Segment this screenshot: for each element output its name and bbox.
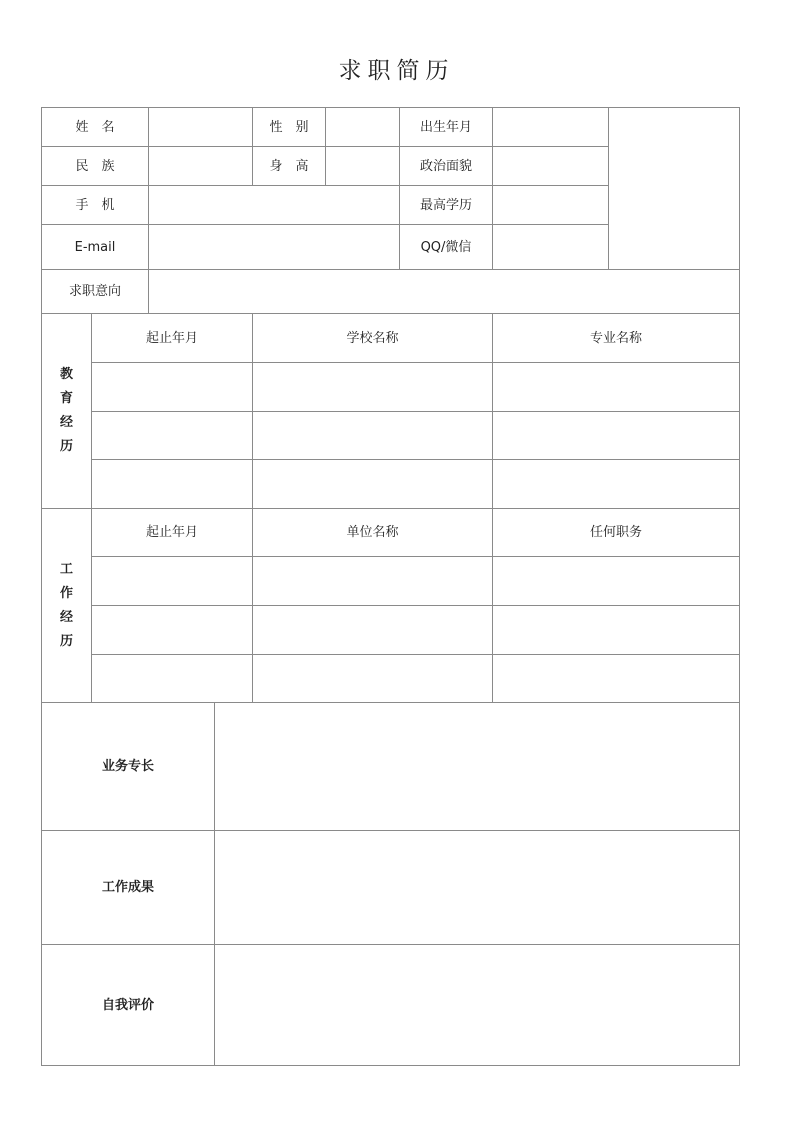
email-field[interactable] (148, 224, 400, 270)
education-row-school-cell[interactable] (252, 411, 493, 460)
work-label-char: 作 (59, 585, 73, 601)
political-status-field[interactable] (492, 146, 609, 186)
self-evaluation-field[interactable] (214, 944, 740, 1066)
self-evaluation-label: 自我评价 (101, 997, 154, 1013)
name-label: 姓 名 (75, 119, 115, 135)
photo-area[interactable] (608, 107, 740, 270)
education-header-major: 专业名称 (589, 330, 642, 346)
skills-field[interactable] (214, 702, 740, 831)
education-row-school-cell[interactable] (252, 459, 493, 509)
work-row-position-cell[interactable] (492, 654, 740, 703)
education-row-period-cell[interactable] (91, 411, 253, 460)
page-title: 求职简历 (338, 58, 455, 84)
education-label-char: 经 (59, 415, 73, 430)
achievements-field[interactable] (214, 830, 740, 945)
education-row-major-cell[interactable] (492, 459, 740, 509)
height-field[interactable] (325, 146, 400, 186)
education-header-school: 学校名称 (346, 330, 399, 346)
highest-education-label: 最高学历 (419, 197, 472, 213)
work-label-char: 工 (59, 561, 73, 577)
birth-date-label: 出生年月 (419, 119, 472, 135)
work-row-position-cell[interactable] (492, 556, 740, 606)
education-label-char: 教 (59, 367, 73, 382)
achievements-label: 工作成果 (101, 880, 154, 895)
work-header-company: 单位名称 (346, 525, 399, 540)
work-row-period-cell[interactable] (91, 556, 253, 606)
education-row-major-cell[interactable] (492, 411, 740, 460)
education-label-char: 育 (59, 391, 73, 406)
job-intent-label: 求职意向 (68, 284, 121, 299)
education-row-period-cell[interactable] (91, 459, 253, 509)
work-label-char: 历 (59, 633, 73, 649)
phone-field[interactable] (148, 185, 400, 225)
name-field[interactable] (148, 107, 253, 147)
email-label: E-mail (74, 239, 116, 255)
qq-wechat-label: QQ/微信 (420, 239, 472, 255)
birth-date-field[interactable] (492, 107, 609, 147)
work-row-company-cell[interactable] (252, 605, 493, 655)
qq-wechat-field[interactable] (492, 224, 609, 270)
skills-label: 业务专长 (101, 759, 154, 774)
work-header-period: 起止年月 (145, 525, 198, 540)
highest-education-field[interactable] (492, 185, 609, 225)
work-section-label (41, 508, 92, 703)
education-row-period-cell[interactable] (91, 362, 253, 412)
education-section-label (41, 313, 92, 509)
gender-label: 性 别 (269, 119, 309, 135)
education-header-period: 起止年月 (145, 330, 198, 346)
political-status-label: 政治面貌 (419, 158, 472, 174)
work-row-position-cell[interactable] (492, 605, 740, 655)
gender-field[interactable] (325, 107, 400, 147)
height-label: 身 高 (269, 158, 309, 174)
ethnicity-field[interactable] (148, 146, 253, 186)
education-row-major-cell[interactable] (492, 362, 740, 412)
work-row-company-cell[interactable] (252, 654, 493, 703)
work-row-period-cell[interactable] (91, 605, 253, 655)
work-row-period-cell[interactable] (91, 654, 253, 703)
work-label-char: 经 (59, 609, 73, 625)
job-intent-field[interactable] (148, 269, 740, 314)
ethnicity-label: 民 族 (75, 158, 115, 174)
education-row-school-cell[interactable] (252, 362, 493, 412)
work-row-company-cell[interactable] (252, 556, 493, 606)
phone-label: 手 机 (75, 197, 115, 213)
work-header-position: 任何职务 (589, 525, 642, 540)
education-label-char: 历 (59, 439, 73, 454)
